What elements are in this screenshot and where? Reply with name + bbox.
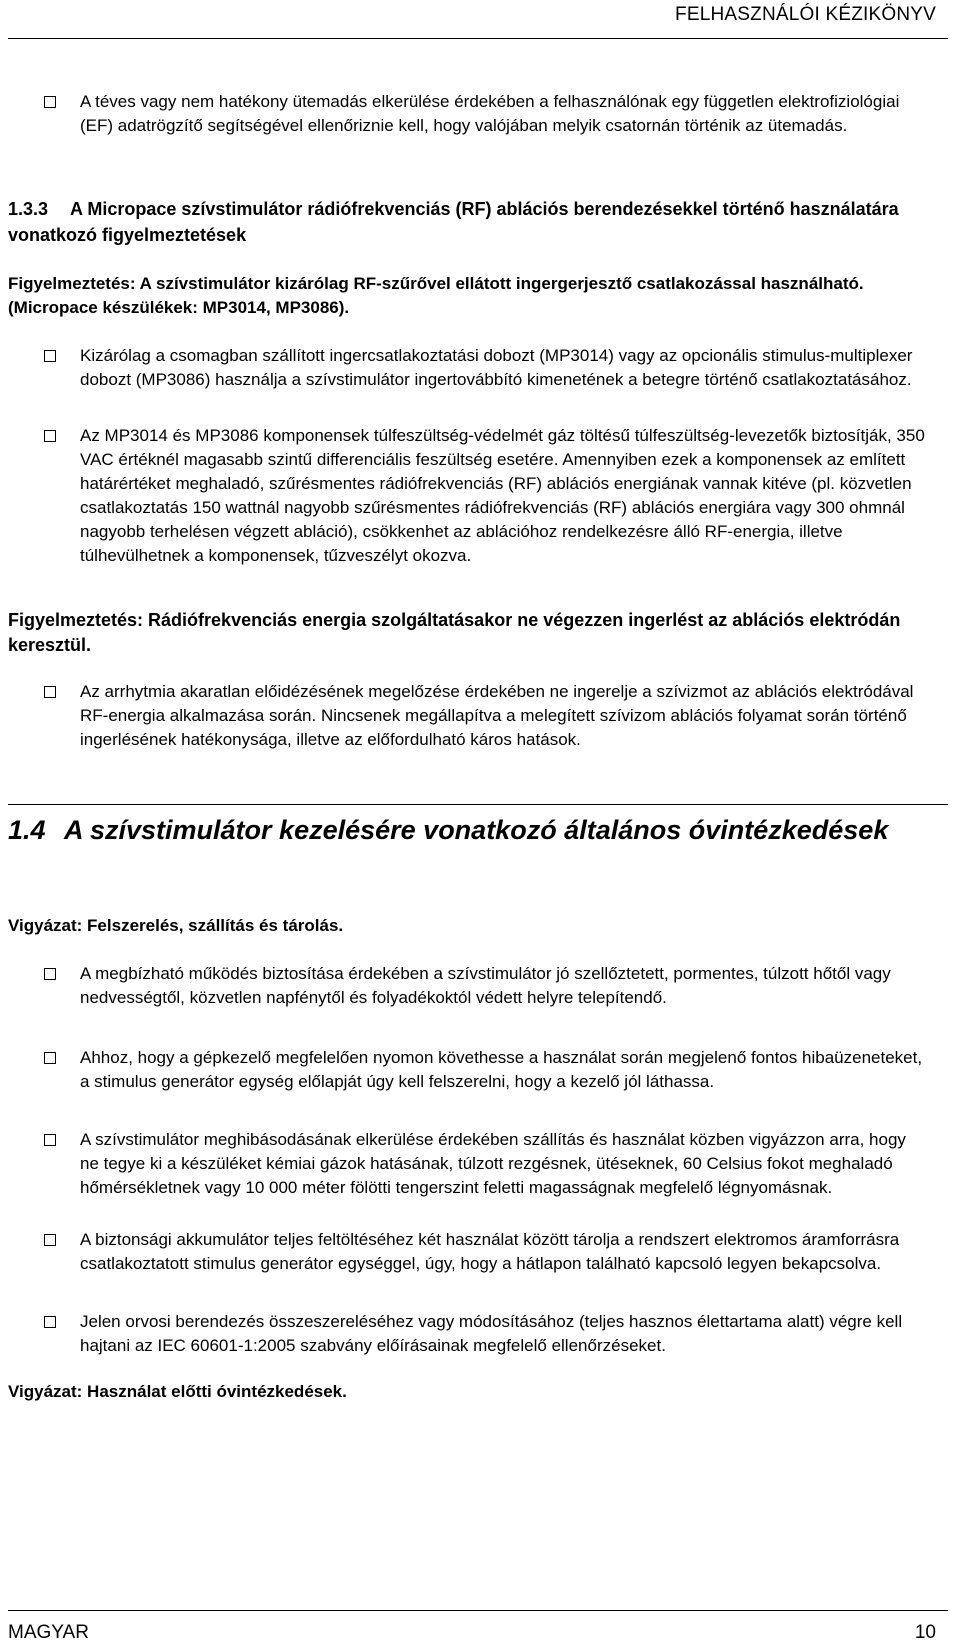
list-item [8,424,928,568]
list-item-text: Kizárólag a csomagban szállított ingercsatlakoztatási dobozt (MP3014) vagy az opcionális stimulus-multiplexer dobozt (MP3086) használja a szívstimulátor ingertovábbító kimenetének a betegre történő csatlakoztatásához. [80,346,913,389]
checkbox-bullet-icon [44,96,56,108]
list-item [8,1046,928,1094]
list-item [8,1310,928,1358]
section-title: A szívstimulátor kezelésére vonatkozó általános óvintézkedések [64,815,889,845]
checkbox-bullet-icon [44,968,56,980]
list-item [8,1128,928,1200]
footer-divider [8,1610,948,1611]
checkbox-bullet-icon [44,350,56,362]
checkbox-bullet-icon [44,1134,56,1146]
footer-language: MAGYAR [8,1622,89,1643]
checkbox-bullet-icon [44,1316,56,1328]
section-number: 1.3.3 [8,199,49,219]
checkbox-bullet-icon [44,430,56,442]
list-item-text: Ahhoz, hogy a gépkezelő megfelelően nyomon követhesse a használat során megjelenő fontos hibaüzeneteket, a stimulus generátor egység előlapját úgy kell felszerelni, hogy a kezelő jól láthassa. [80,1048,923,1091]
list-item [8,680,928,752]
section-divider [8,804,948,805]
section-title: A Micropace szívstimulátor rádiófrekvenciás (RF) ablációs berendezésekkel történő használatára vonatkozó figyelmeztetések [8,199,899,245]
list-item [8,1228,928,1276]
checkbox-bullet-icon [44,1052,56,1064]
warning-no-pacing: Figyelmeztetés: Rádiófrekvenciás energia szolgáltatásakor ne végezzen ingerlést az ablációs elektródán keresztül. [8,610,901,655]
list-item-text: A téves vagy nem hatékony ütemadás elkerülése érdekében a felhasználónak egy független elektrofiziológiai (EF) adatrögzítő segítségével ellenőriznie kell, hogy valójában melyik csatornán történik az ütemadás. [80,92,900,135]
checkbox-bullet-icon [44,1234,56,1246]
warning-rf-filter: Figyelmeztetés: A szívstimulátor kizárólag RF-szűrővel ellátott ingergerjesztő csatlakozással használható. (Micropace készülékek: MP3014, MP3086). [8,274,864,317]
footer-page-number: 10 [914,1622,936,1643]
section-heading-1-3-3 [8,196,928,248]
list-item-text: A biztonsági akkumulátor teljes feltöltéséhez két használat között tárolja a rendszert elektromos áramforrásra csatlakoztatott stimulus generátor egységgel, úgy, hogy a hátlapon található kapcsoló legyen bekapcsolva. [80,1230,900,1273]
list-item [8,344,928,392]
caution-pre-use: Vigyázat: Használat előtti óvintézkedések. [8,1382,347,1401]
list-item [8,90,928,138]
list-item-text: Jelen orvosi berendezés összeszereléséhez vagy módosításához (teljes hasznos élettartama alatt) végre kell hajtani az IEC 60601-1:2005 szabvány előírásainak megfelelő ellenőrzéseket. [80,1312,903,1355]
header-divider [8,38,948,39]
section-number: 1.4 [8,815,46,845]
list-item-text: A szívstimulátor meghibásodásának elkerülése érdekében szállítás és használat közben vigyázzon arra, hogy ne tegye ki a készüléket kémiai gázok hatásának, túlzott rezgésnek, ütéseknek, 60 Celsius fokot meghaladó hőmérsékletnek vagy 10 000 méter fölötti tengerszint feletti magasságnak megfelelő légnyomásnak. [80,1130,906,1197]
list-item [8,962,928,1010]
page-header-title: FELHASZNÁLÓI KÉZIKÖNYV [675,4,936,25]
list-item-text: Az MP3014 és MP3086 komponensek túlfeszültség-védelmét gáz töltésű túlfeszültség-levezetők biztosítják, 350 VAC értéknél magasabb szintű differenciális feszültség esetére. Amennyiben ezek a komponensek az említett határértéket meghaladó, szűrésmentes rádiófrekvenciás (RF) ablációs energiának vannak kitéve (pl. közvetlen csatlakoztatás 150 wattnál nagyobb szűrésmentes rádiófrekvenciás (RF) ablációs energiára vagy 300 ohmnál nagyobb terhelésen végzett abláció), csökkenhet az ablációhoz rendelkezésre álló RF-energia, illetve túlhevülhetnek a komponensek, tűzveszélyt okozva. [80,426,925,565]
list-item-text: Az arrhytmia akaratlan előidézésének megelőzése érdekében ne ingerelje a szívizmot az ablációs elektródával RF-energia alkalmazása során. Nincsenek megállapítva a melegített szívizom ablációs folyamat során történő ingerlésének hatékonysága, illetve az előfordulható káros hatások. [80,682,914,749]
caution-installation: Vigyázat: Felszerelés, szállítás és tárolás. [8,916,344,935]
section-heading-1-4 [8,814,928,846]
checkbox-bullet-icon [44,686,56,698]
list-item-text: A megbízható működés biztosítása érdekében a szívstimulátor jó szellőztetett, pormentes, túlzott hőtől vagy nedvességtől, közvetlen napfénytől és folyadékoktól védett helyre telepítendő. [80,964,891,1007]
